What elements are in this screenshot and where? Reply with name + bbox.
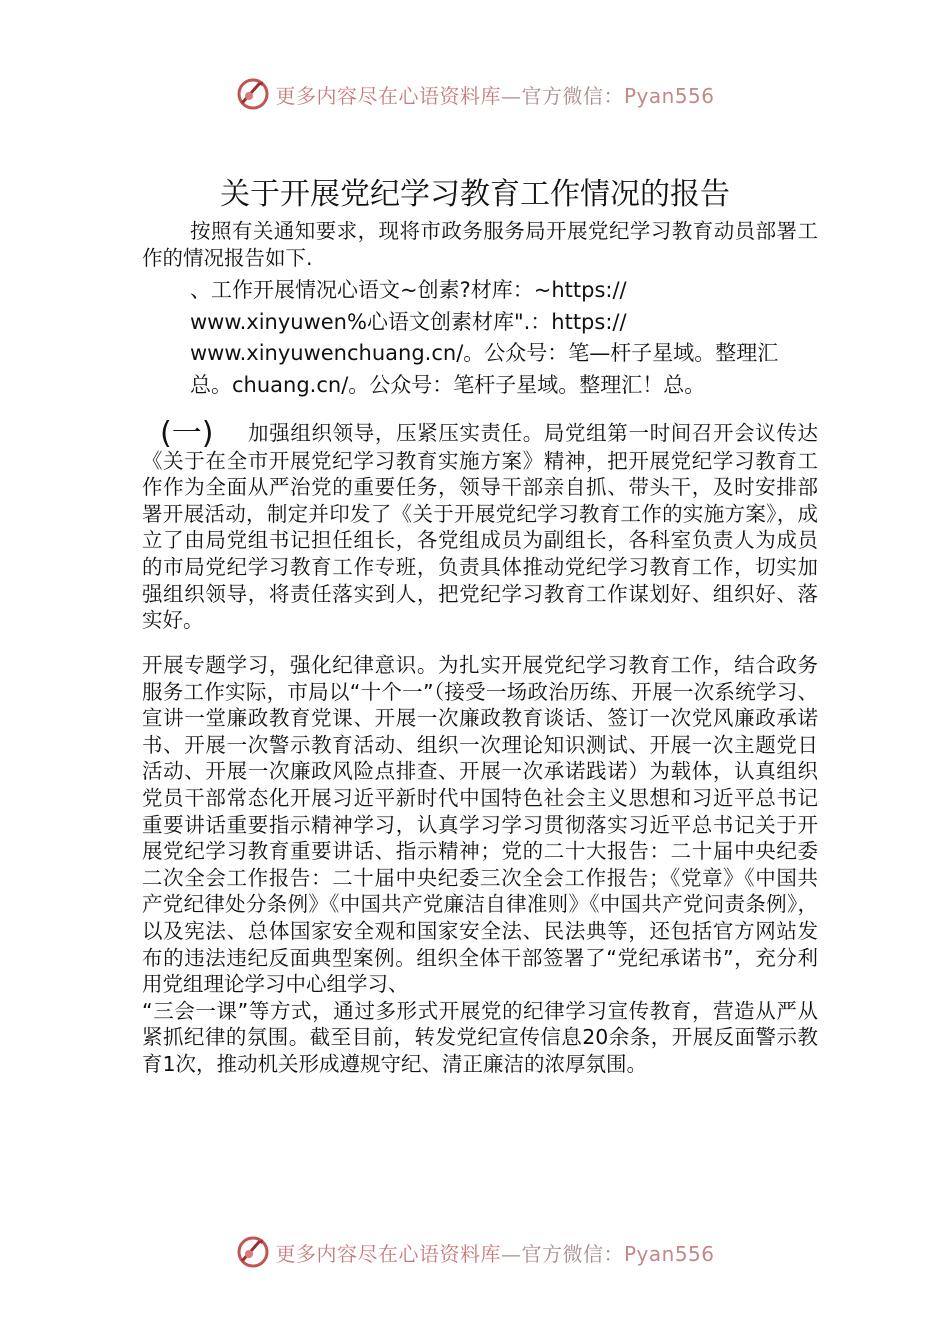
section-1-paragraph <box>142 416 818 634</box>
section-2-text-b: “三会一课”等方式，通过多形式开展党的纪律学习宣传教育，营造从严从紧抓纪律的氛围。截至目前，转发党纪宣传信息20余条，开展反面警示教育1次，推动机关形成遵规守纪、清正廉洁的浓厚氛围。 <box>142 998 818 1076</box>
toc-line: 总。chuang.cn/。公众号：笔杆子星域。整理汇！总。 <box>190 372 706 397</box>
section-2-text-a: 开展专题学习，强化纪律意识。为扎实开展党纪学习教育工作，结合政务服务工作实际，市局以“十个一”（接受一场政治历练、开展一次系统学习、宣讲一堂廉政教育党课、开展一次廉政教育谈话、签订一次党风廉政承诺书、开展一次警示教育活动、组织一次理论知识测试、开展一次主题党日活动、开展一次廉政风险点排查、开展一次承诺践诺）为载体，认真组织党员干部常态化开展习近平新时代中国特色社会主义思想和习近平总书记重要讲话重要指示精神学习，认真学习学习贯彻落实习近平总书记关于开展党纪学习教育重要讲话、指示精神；党的二十大报告：二十届中央纪委二次全会工作报告：二十届中央纪委三次全会工作报告；《党章》《中国共产党纪律处分条例》《中国共产党廉洁自律准则》《中国共产党问责条例》，以及宪法、总体国家安全观和国家安全法、民法典等，还包括官方网站发布的违法违纪反面典型案例。组织全体干部签署了“党纪承诺书”，充分利用党组理论学习中心组学习、 <box>142 653 818 997</box>
toc-line: 、工作开展情况心语文~创素?材库：~https:// <box>190 278 627 302</box>
intro-paragraph: 按照有关通知要求，现将市政务服务局开展党纪学习教育动员部署工作的情况报告如下. <box>142 219 818 270</box>
watermark-text: 更多内容尽在心语资料库—官方微信：Pyan556 <box>275 1241 715 1266</box>
toc-line: www.xinyuwenchuang.cn/。公众号：笔—杆子星域。整理汇 <box>190 341 779 365</box>
brand-logo-icon <box>235 1234 271 1270</box>
toc-line: www.xinyuwen%心语文创素材库".：https:// <box>190 309 627 334</box>
toc-block <box>190 275 830 401</box>
document-title: 关于开展党纪学习教育工作情况的报告 <box>220 177 730 212</box>
section-1-number: (一) <box>160 416 214 451</box>
section-1-text: 加强组织领导，压紧压实责任。局党组第一时间召开会议传达《关于在全市开展党纪学习教育实施方案》精神，把开展党纪学习教育工作作为全面从严治党的重要任务，领导干部亲自抓、带头干，及时安排部署开展活动，制定并印发了《关于开展党纪学习教育工作的实施方案》，成立了由局党组书记担任组长，各党组成员为副组长，各科室负责人为成员的市局党纪学习教育工作专班，负责具体推动党纪学习教育工作，切实加强组织领导，将责任落实到人，把党纪学习教育工作谋划好、组织好、落实好。 <box>142 421 818 633</box>
watermark-banner-bottom <box>0 1232 950 1272</box>
watermark-text: 更多内容尽在心语资料库—官方微信：Pyan556 <box>275 83 715 108</box>
section-2-paragraph <box>142 652 818 1078</box>
watermark-banner-top <box>0 74 950 114</box>
brand-logo-icon <box>235 76 271 112</box>
